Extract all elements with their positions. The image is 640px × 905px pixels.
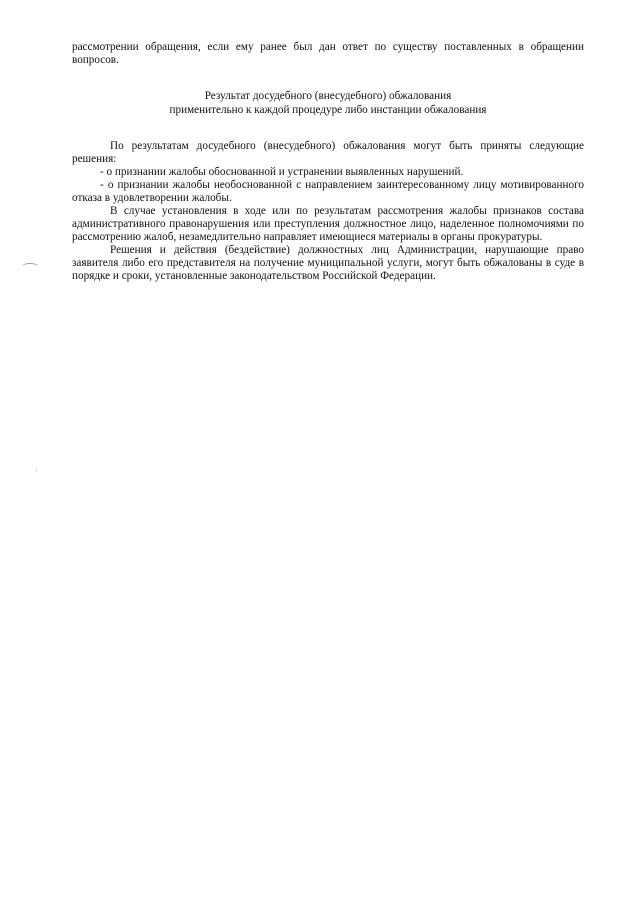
scan-dot bbox=[36, 470, 37, 471]
decision-item-unjustified: - о признании жалобы необоснованной с направлением заинтересованному лицу мотивированного отказа в удовлетворении жалобы. bbox=[72, 179, 584, 204]
section-heading-line-1: Результат досудебного (внесудебного) обжалования bbox=[204, 90, 452, 102]
intro-paragraph: рассмотрении обращения, если ему ранее был дан ответ по существу поставленных в обращении вопросов. bbox=[72, 41, 584, 66]
section-heading bbox=[72, 90, 584, 117]
section-heading-line-2: применительно к каждой процедуре либо инстанции обжалования bbox=[169, 103, 487, 116]
decisions-paragraph: По результатам досудебного (внесудебного) обжалования могут быть приняты следующие решения: bbox=[72, 140, 584, 165]
scan-mark bbox=[22, 263, 38, 270]
court-appeal-paragraph: Решения и действия (бездействие) должностных лиц Администрации, нарушающие право заявителя либо его представителя на получение муниципальной услуги, могут быть обжалованы в суде в порядке и сроки, установленные законодательством Российской Федерации. bbox=[72, 244, 584, 282]
document-body bbox=[72, 41, 584, 283]
decision-item-justified: - о признании жалобы обоснованной и устранении выявленных нарушений. bbox=[100, 166, 464, 178]
prosecution-paragraph: В случае установления в ходе или по результатам рассмотрения жалобы признаков состава административного правонарушения или преступления должностное лицо, наделенное полномочиями по рассмотрению жалоб, незамедлительно направляет имеющиеся материалы в органы прокуратуры. bbox=[72, 205, 584, 243]
